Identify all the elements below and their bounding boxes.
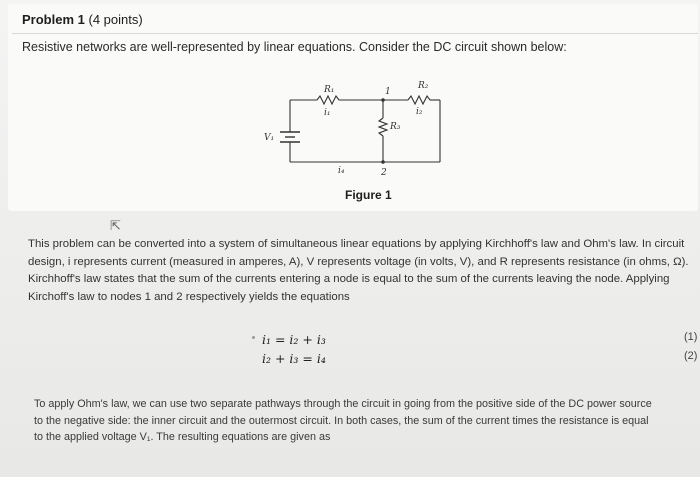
paragraph-line: design, i represents current (measured in amperes, A), V represents voltage (in volts, V), and R represents resistance (in ohms, Ω).: [28, 255, 689, 268]
paragraph-line: Kirchhoff's law states that the sum of the currents entering a node is equal to the sum of the currents leaving the node. Applying: [28, 273, 670, 285]
label-i1: i₁: [324, 108, 331, 118]
equation-1: i₁ = i₂ + i₃: [262, 332, 326, 347]
equation-1-number: (1): [684, 331, 698, 343]
paragraph-line: to the applied voltage V₁. The resulting equations are given as: [34, 431, 331, 443]
label-node-2: 2: [381, 168, 387, 178]
label-v1: V₁: [264, 133, 275, 143]
paragraph-kirchhoff: [28, 236, 696, 306]
problem-number: Problem 1: [22, 12, 85, 27]
problem-title: [22, 12, 143, 27]
paragraph-line: to the negative side: the inner circuit and the outermost circuit. In both cases, the sum of the current times the resistance is equal: [34, 414, 649, 427]
equation-2-number: (2): [684, 350, 698, 362]
paragraph-line: Kirchoff's law to nodes 1 and 2 respectively yields the equations: [28, 290, 350, 303]
problem-intro: Resistive networks are well-represented by linear equations. Consider the DC circuit shown below:: [22, 40, 567, 54]
problem-points: (4 points): [88, 12, 143, 27]
label-r3: R₃: [390, 122, 401, 132]
paragraph-line: This problem can be converted into a system of simultaneous linear equations by applying Kirchhoff's law and Ohm's law. In circuit: [28, 238, 685, 250]
paragraph-line: To apply Ohm's law, we can use two separate pathways through the circuit in going from the positive side of the DC power source: [34, 398, 652, 410]
node-1-dot: [381, 98, 385, 102]
equation-marker: [252, 336, 255, 339]
label-r1: R₁: [324, 85, 335, 95]
resistor-r3: [379, 118, 387, 136]
resistor-r1: [317, 96, 339, 104]
figure-caption: Figure 1: [345, 188, 392, 202]
node-2-dot: [381, 160, 385, 164]
label-i2: i₂: [416, 107, 423, 117]
label-i4: i₄: [338, 166, 345, 176]
circuit-diagram: [250, 70, 450, 180]
paragraph-ohm: [34, 396, 696, 446]
equation-block: [262, 330, 326, 368]
header-divider: [12, 33, 698, 34]
mouse-cursor-icon: ⇱: [110, 218, 121, 233]
resistor-r2: [408, 96, 430, 104]
label-r2: R₂: [418, 81, 429, 91]
equation-2: i₂ + i₃ = i₄: [262, 351, 326, 366]
label-node-1: 1: [385, 87, 391, 97]
